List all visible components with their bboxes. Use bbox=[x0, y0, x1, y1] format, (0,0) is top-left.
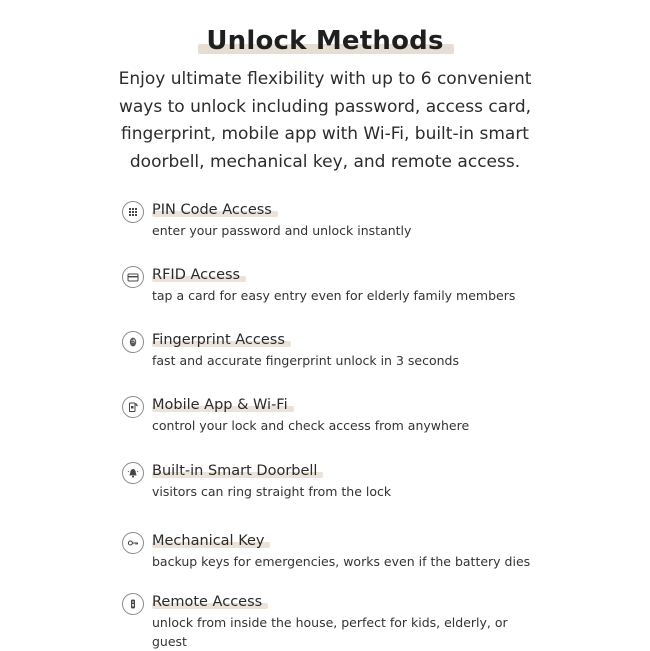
method-title: Remote Access bbox=[152, 594, 263, 610]
method-description: enter your password and unlock instantly bbox=[152, 223, 412, 238]
method-description: control your lock and check access from anywhere bbox=[152, 418, 470, 433]
method-title: PIN Code Access bbox=[152, 202, 272, 218]
fingerprint-icon bbox=[122, 331, 144, 353]
method-title: RFID Access bbox=[152, 267, 241, 283]
method-title: Mechanical Key bbox=[152, 533, 265, 549]
intro-text: Enjoy ultimate flexibility with up to 6 convenient ways to unlock including password, access card, fingerprint, mobile app with Wi-Fi, built-in smart doorbell, mechanical key, and remote access. bbox=[118, 69, 532, 172]
method-title: Built-in Smart Doorbell bbox=[152, 463, 318, 479]
keypad-icon bbox=[122, 201, 144, 223]
key-icon bbox=[122, 532, 144, 554]
method-description: unlock from inside the house, perfect for kids, elderly, or guest bbox=[152, 615, 508, 649]
method-description: tap a card for easy entry even for elderly family members bbox=[152, 288, 516, 303]
method-description: backup keys for emergencies, works even if the battery dies bbox=[152, 554, 531, 569]
phone-wifi-icon bbox=[122, 396, 144, 418]
method-title: Mobile App & Wi-Fi bbox=[152, 397, 288, 413]
method-title: Fingerprint Access bbox=[152, 332, 285, 348]
remote-icon bbox=[122, 593, 144, 615]
method-description: fast and accurate fingerprint unlock in 3 seconds bbox=[152, 353, 459, 368]
bell-icon bbox=[122, 462, 144, 484]
method-description: visitors can ring straight from the lock bbox=[152, 484, 392, 499]
page-title: Unlock Methods bbox=[200, 26, 449, 56]
card-icon bbox=[122, 266, 144, 288]
